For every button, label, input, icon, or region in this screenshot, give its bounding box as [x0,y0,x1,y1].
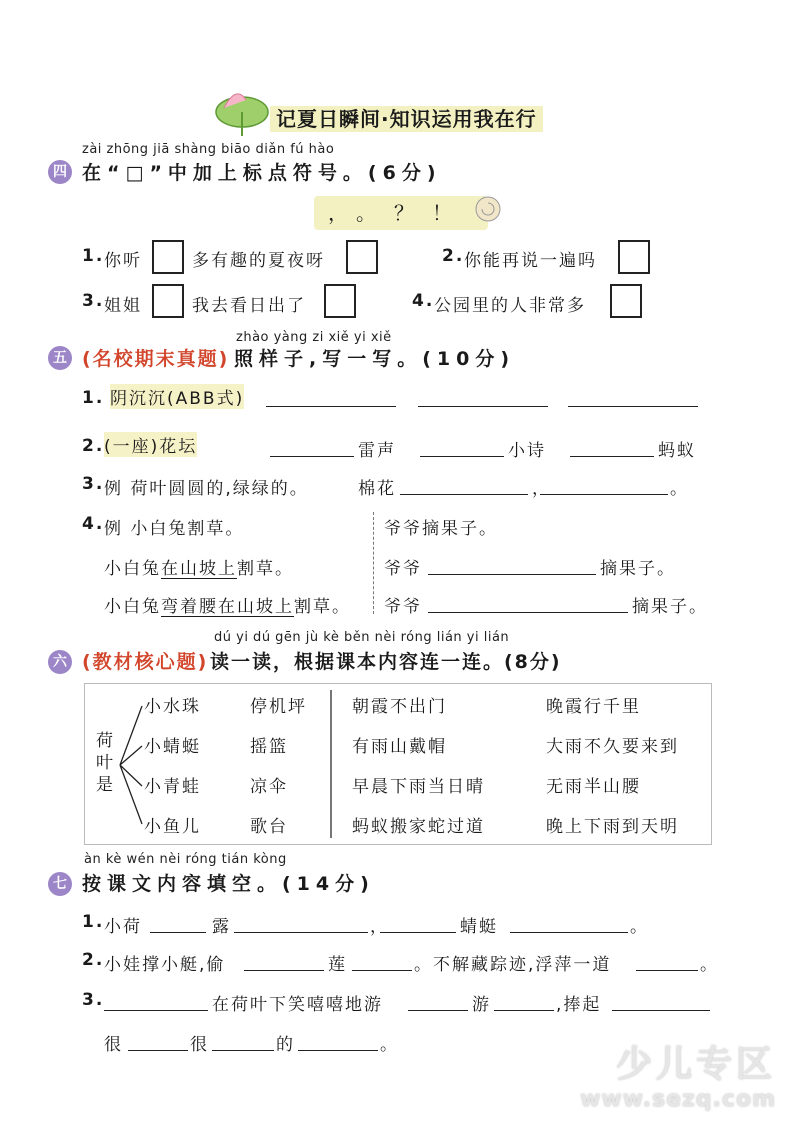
punct-box-1a[interactable] [152,240,184,274]
s7-q3-text-a: 在荷叶下笑嘻嘻地游 [212,995,383,1015]
punct-box-3b[interactable] [324,284,356,318]
s7-q3-text-d: 很 [104,1035,123,1055]
s5-q4-right-3b: 摘果子。 [632,597,708,617]
section-4-title: 在“□”中加上标点符号。(6分) [82,162,442,184]
s5-q4-blank-2[interactable] [428,612,628,613]
s7-q2-text-c: 。不解藏踪迹,浮萍一道 [414,955,612,975]
col3-item-1[interactable]: 朝霞不出门 [352,697,447,717]
s5-q2-blank-1[interactable] [270,456,354,457]
s7-q2-text-b: 莲 [328,955,347,975]
s7-q3-text-b: 游 [472,995,491,1015]
s5-q4-number: 4. [82,514,105,534]
s5-q3-word: 棉花 [358,479,396,499]
s5-q3-period: 。 [670,479,689,499]
s5-q2-word-1: 雷声 [358,441,396,461]
s5-q3-number: 3. [82,474,105,494]
s7-q1-period: 。 [630,917,649,937]
s4-q1-text-b: 多有趣的夏夜呀 [192,251,325,271]
section-4-number: 四 [48,160,72,184]
s5-q1-number: 1. [82,388,105,408]
section-6-title: 读一读，根据课本内容连一连。(8分) [210,651,562,673]
s7-q3-blank-3[interactable] [494,1010,554,1011]
s7-q3-blank-6[interactable] [212,1050,274,1051]
s5-q4-right-2b: 摘果子。 [600,559,676,579]
s7-q3-number: 3. [82,990,105,1010]
s5-q1-blank-2[interactable] [418,406,548,407]
col4-item-1[interactable]: 晚霞行千里 [546,697,641,717]
s7-q3-blank-2[interactable] [408,1010,468,1011]
col2-item-2[interactable]: 摇篮 [250,737,288,757]
s7-q1-comma: ， [370,917,389,937]
col2-item-4[interactable]: 歌台 [250,817,288,837]
s7-q3-blank-1[interactable] [104,1010,208,1011]
s5-q2-blank-3[interactable] [570,456,654,457]
table-divider [330,690,332,838]
s5-q1-blank-1[interactable] [266,406,396,407]
snail-icon [470,192,504,230]
punctuation-options: ，。？！ [314,196,488,230]
section-7-pinyin: àn kè wén nèi róng tián kòng [84,852,287,867]
col2-item-3[interactable]: 凉伞 [250,777,288,797]
section-7-number: 七 [48,872,72,896]
s5-q2-number: 2. [82,436,105,456]
s7-q3-text-e: 很 [190,1035,209,1055]
s7-q2-blank-3[interactable] [636,970,698,971]
s5-q2-blank-2[interactable] [420,456,504,457]
s7-q3-blank-4[interactable] [612,1010,710,1011]
s5-q4-right-2a: 爷爷 [384,559,422,579]
s7-q1-number: 1. [82,912,105,932]
section-5-number: 五 [48,346,72,370]
punct-box-3a[interactable] [152,284,184,318]
s7-q1-text-d: 蜻蜓 [460,917,498,937]
s4-q1-text-a: 你听 [104,251,142,271]
s7-q1-text-b: 露 [212,917,231,937]
col3-item-3[interactable]: 早晨下雨当日晴 [352,777,485,797]
punct-box-1b[interactable] [346,240,378,274]
s5-q2-word-2: 小诗 [508,441,546,461]
s7-q3-period: 。 [380,1035,399,1055]
s5-q1-blank-3[interactable] [568,406,698,407]
s5-q1-example: 阴沉沉(ABB式) [110,384,244,409]
s4-q2-number: 2. [442,246,465,266]
s5-q2-example: (一座)花坛 [104,432,197,457]
col4-item-4[interactable]: 晚上下雨到天明 [546,817,679,837]
s7-q2-blank-2[interactable] [352,970,412,971]
section-6-pinyin: dú yi dú gēn jù kè běn nèi róng lián yi lián [214,630,510,645]
s7-q2-text-a: 小娃撑小艇,偷 [104,955,226,975]
s7-q1-blank-2[interactable] [234,932,368,933]
s5-q3-example: 例 荷叶圆圆的,绿绿的。 [104,479,309,499]
matching-subject: 荷 叶 是 [96,731,115,795]
punct-box-2[interactable] [618,240,650,274]
col4-item-2[interactable]: 大雨不久要来到 [546,737,679,757]
section-4-pinyin: zài zhōng jiā shàng biāo diǎn fú hào [82,142,335,157]
section-5-title: 照样子,写一写。(10分) [234,348,516,370]
s7-q1-blank-1[interactable] [150,932,206,933]
s5-q4-example: 例 小白兔割草。 [104,519,245,539]
s7-q1-blank-3[interactable] [380,932,456,933]
col3-item-2[interactable]: 有雨山戴帽 [352,737,447,757]
s4-q1-number: 1. [82,246,105,266]
s7-q1-blank-4[interactable] [510,932,628,933]
s5-q4-right-3a: 爷爷 [384,597,422,617]
s7-q3-blank-7[interactable] [298,1050,378,1051]
col2-item-1[interactable]: 停机坪 [250,697,307,717]
s5-q4-right-1: 爷爷摘果子。 [384,519,498,539]
s5-q4-line-2: 小白兔在山坡上割草。 [104,559,294,579]
s7-q3-blank-5[interactable] [128,1050,188,1051]
s5-q2-word-3: 蚂蚁 [658,441,696,461]
s7-q2-blank-1[interactable] [244,970,324,971]
s4-q3-number: 3. [82,291,105,311]
s7-q2-period: 。 [700,955,719,975]
watermark: 少儿专区 www.sezq.com [580,1044,776,1112]
col1-item-1[interactable]: 小水珠 [144,697,201,717]
section-5-pinyin: zhào yàng zi xiě yi xiě [236,330,392,345]
s4-q3-text-a: 姐姐 [104,296,142,316]
s7-q1-text-a: 小荷 [104,917,142,937]
section-7-title: 按课文内容填空。(14分) [82,873,375,895]
s4-q4-number: 4. [412,291,435,311]
s4-q4-text: 公园里的人非常多 [434,296,586,316]
col3-item-4[interactable]: 蚂蚁搬家蛇过道 [352,817,485,837]
dashed-divider [373,512,374,614]
section-5-tag: (名校期末真题) [82,348,230,370]
s4-q3-text-b: 我去看日出了 [192,296,306,316]
lotus-leaf-icon [212,86,272,138]
s7-q3-text-c: ,捧起 [556,995,602,1015]
s7-q2-number: 2. [82,950,105,970]
punct-box-4[interactable] [610,284,642,318]
s5-q3-blank-2[interactable] [540,494,668,495]
col4-item-3[interactable]: 无雨半山腰 [546,777,641,797]
col1-item-4[interactable]: 小鱼儿 [144,817,201,837]
col1-item-3[interactable]: 小青蛙 [144,777,201,797]
s5-q4-blank-1[interactable] [428,574,596,575]
s7-q3-text-f: 的 [276,1035,295,1055]
s5-q3-comma: ， [532,479,551,499]
s5-q4-line-3: 小白兔弯着腰在山坡上割草。 [104,597,351,617]
section-6-number: 六 [48,650,72,674]
col1-item-2[interactable]: 小蜻蜓 [144,737,201,757]
branch-lines [110,700,150,830]
section-6-tag: (教材核心题) [82,651,209,673]
page-title: 记夏日瞬间·知识运用我在行 [270,106,543,132]
s4-q2-text: 你能再说一遍吗 [464,251,597,271]
s5-q3-blank-1[interactable] [400,494,528,495]
